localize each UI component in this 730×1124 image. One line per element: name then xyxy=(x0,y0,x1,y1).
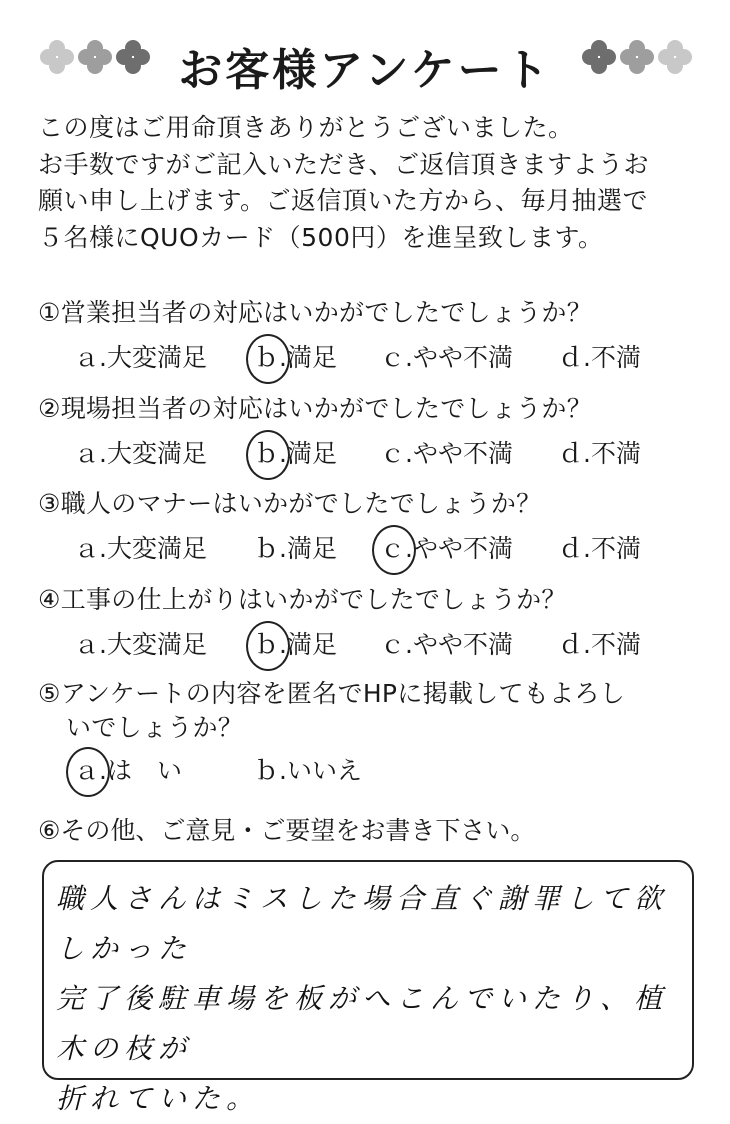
option-c[interactable]: ｃ.やや不満 xyxy=(380,439,513,468)
answer-options xyxy=(38,340,708,384)
answer-options xyxy=(38,436,708,480)
handwritten-comment xyxy=(44,862,692,1124)
answer-options xyxy=(38,627,708,671)
answer-options xyxy=(38,753,708,797)
intro-text xyxy=(38,110,708,256)
comments-box[interactable] xyxy=(42,860,694,1115)
comment-line: 職人さんはミスした場合直ぐ謝罪して欲しかった xyxy=(56,882,669,965)
question-text: ③職人のマナーはいかがでしたでしょうか？ xyxy=(38,489,542,518)
question-4 xyxy=(38,583,708,671)
intro-line: お手数ですがご記入いただき、ご返信頂きますようお xyxy=(38,149,650,179)
option-a[interactable]: ａ.大変満足 xyxy=(74,343,207,372)
option-a[interactable]: ａ.大変満足 xyxy=(74,439,207,468)
option-b[interactable]: ｂ.満足 xyxy=(254,436,337,472)
comments-label: ⑥その他、ご意見・ご要望をお書き下さい。 xyxy=(38,816,536,845)
question-text: ⑤アンケートの内容を匿名でHPに掲載してもよろし xyxy=(38,679,625,708)
page-title: お客様アンケート xyxy=(178,45,552,96)
comment-line: 折れていた。 xyxy=(56,1082,261,1115)
option-c[interactable]: ｃ.やや不満 xyxy=(380,343,513,372)
option-d[interactable]: ｄ.不満 xyxy=(558,343,641,372)
option-c[interactable]: ｃ.やや不満 xyxy=(380,531,513,567)
question-text: ①営業担当者の対応はいかがでしたでしょうか？ xyxy=(38,298,593,327)
question-text-continued: いでしょうか？ xyxy=(66,713,244,742)
question-5 xyxy=(38,677,708,797)
option-d[interactable]: ｄ.不満 xyxy=(558,439,641,468)
answer-options xyxy=(38,531,708,575)
clover-icon xyxy=(582,40,616,74)
option-a[interactable]: ａ.は い xyxy=(74,753,182,789)
clover-icon xyxy=(620,40,654,74)
comment-line: 完了後駐車場を板がへこんでいたり、植木の枝が xyxy=(56,982,669,1065)
intro-line: この度はご用命頂きありがとうございました。 xyxy=(38,113,574,142)
option-a[interactable]: ａ.大変満足 xyxy=(74,630,207,659)
option-c[interactable]: ｃ.やや不満 xyxy=(380,630,513,659)
option-b[interactable]: ｂ.満足 xyxy=(254,627,337,663)
option-b[interactable]: ｂ.いいえ xyxy=(254,756,362,785)
clover-decoration-right xyxy=(582,40,692,80)
question-text: ②現場担当者の対応はいかがでしたでしょうか？ xyxy=(38,394,593,423)
intro-line: 願い申し上げます。ご返信頂いた方から、毎月抽選で xyxy=(38,186,649,215)
question-2 xyxy=(38,392,708,480)
clover-icon xyxy=(658,40,692,74)
option-d[interactable]: ｄ.不満 xyxy=(558,630,641,659)
question-text: ④工事の仕上がりはいかがでしたでしょうか？ xyxy=(38,585,567,614)
intro-line: ５名様にQUOカード（500円）を進呈致します。 xyxy=(38,222,604,252)
option-b[interactable]: ｂ.満足 xyxy=(254,340,337,376)
header xyxy=(0,28,730,100)
option-a[interactable]: ａ.大変満足 xyxy=(74,534,207,563)
question-1 xyxy=(38,296,708,384)
question-3 xyxy=(38,487,708,575)
option-d[interactable]: ｄ.不満 xyxy=(558,534,641,563)
option-b[interactable]: ｂ.満足 xyxy=(254,534,337,563)
